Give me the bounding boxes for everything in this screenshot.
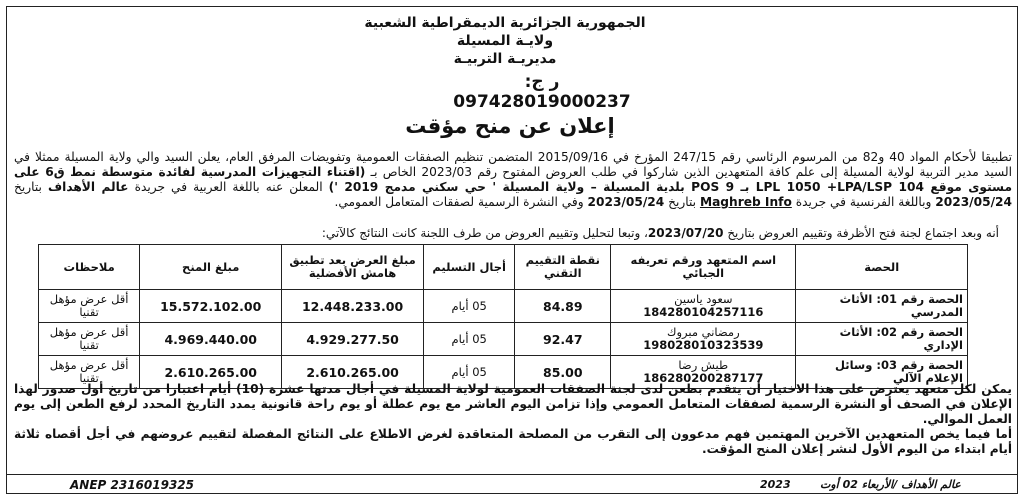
bidder-cell xyxy=(611,323,796,356)
delivery-cell: 05 أيام xyxy=(424,290,515,323)
reference-line xyxy=(434,72,650,112)
intro-text-3: بتاريخ xyxy=(14,180,42,194)
award-cell: 2.610.265.00 xyxy=(140,356,282,389)
results-table xyxy=(38,244,968,389)
issuer-header xyxy=(360,14,650,68)
lot-cell: الحصة رقم 01: الأثاث المدرسي xyxy=(796,290,968,323)
appeal-section xyxy=(14,382,1012,457)
header-delivery: أجال التسليم xyxy=(424,245,515,290)
bidder-name: رمضاني مبروك xyxy=(666,325,740,339)
award-cell: 4.969.440.00 xyxy=(140,323,282,356)
bidder-id: 184280104257116 xyxy=(643,305,764,319)
evaluation-text: أنه وبعد اجتماع لجنة فتح الأظرفة وتقييم العروض بتاريخ xyxy=(727,226,999,240)
lot-cell: الحصة رقم 02: الأثاث الإداري xyxy=(796,323,968,356)
evaluation-date: 2023/07/20 xyxy=(647,226,724,240)
intro-text-6: وفي النشرة الرسمية لصفقات المتعامل العمومي. xyxy=(334,195,584,209)
anep-code: ANEP 2316019325 xyxy=(70,478,194,492)
bottom-divider xyxy=(6,474,1018,475)
notice-title: إعلان عن منح مؤقت xyxy=(405,114,615,138)
publication-year: 2023 xyxy=(760,478,791,491)
offer-cell: 12.448.233.00 xyxy=(282,290,424,323)
notes-cell: أقل عرض مؤهل تقنيا xyxy=(39,290,140,323)
bidder-name: سعود ياسين xyxy=(674,292,733,306)
header-award: مبلغ المنح xyxy=(140,245,282,290)
offer-cell: 2.610.265.00 xyxy=(282,356,424,389)
evaluation-text-2: ، وتبعا لتحليل وتقييم العروض من طرف اللجنة كانت النتائج كالآتي: xyxy=(321,226,648,240)
lot-cell: الحصة رقم 03: وسائل الإعلام الآلي xyxy=(796,356,968,389)
header-bidder: اسم المتعهد ورقم تعريفه الجبائي xyxy=(611,245,796,290)
reference-number: 097428019000237 xyxy=(453,92,631,112)
notes-cell: أقل عرض مؤهل تقنيا xyxy=(39,356,140,389)
directorate-name: مديريـة التربيـة xyxy=(453,51,557,67)
bidder-name: طيش رضا xyxy=(678,358,729,372)
publication-date-fr: 2023/05/24 xyxy=(587,195,665,209)
header-lot: الحصة xyxy=(796,245,968,290)
offer-cell: 4.929.277.50 xyxy=(282,323,424,356)
evaluation-line xyxy=(14,226,999,240)
publication-line: عالم الأهداف /الأربعاء 02 أوت xyxy=(820,478,961,491)
appeal-paragraph: يمكن لكل متعهد يعترض على هذا الاختيار أن يتقدم بطعن لدى لجنة الصفقات العمومية لولاية المسيلة في أجال مدتها عشرة (10) أيام اعتبارا من تاريخ أول صدور لهذا الإعلان في الصحف أو النشرة الرسمية لصفقات المتعامل العمومي وإذا تزامن اليوم العاشر مع يوم عطلة أو يوم راحة قانونية يمدد التاريخ المحدد لرفع الطعن إلى يوم العمل الموالي. xyxy=(14,382,1012,426)
table-row xyxy=(39,323,968,356)
wilaya-name: ولايـة المسيلة xyxy=(456,33,554,49)
french-newspaper: Maghreb Info xyxy=(699,195,792,209)
bidder-id: 186280200287177 xyxy=(643,371,764,385)
republic-name: الجمهورية الجزائرية الديمقراطية الشعبية xyxy=(364,15,646,31)
delivery-cell: 05 أيام xyxy=(424,356,515,389)
score-cell: 85.00 xyxy=(515,356,611,389)
bidder-cell xyxy=(611,290,796,323)
score-cell: 92.47 xyxy=(515,323,611,356)
reference-label: ر ج: xyxy=(524,72,560,92)
intro-text-2: المعلن عنه باللغة العربية في جريدة xyxy=(134,180,323,194)
header-notes: ملاحظات xyxy=(39,245,140,290)
header-offer: مبلغ العرض بعد تطبيق هامش الأفضلية xyxy=(282,245,424,290)
consultation-paragraph: أما فيما يخص المتعهدين الآخرين المهتمين فهم مدعوون إلى التقرب من المصلحة المتعاقدة لغرض الاطلاع على النتائج المفصلة لتقييم عروضهم في أجل أقصاه ثلاثة أيام ابتداء من اليوم الأول لنشر إعلان المنح المؤقت. xyxy=(14,427,1012,456)
table-row xyxy=(39,290,968,323)
publication-date-ar: 2023/05/24 xyxy=(935,195,1012,209)
arabic-newspaper: عالم الأهداف xyxy=(47,180,129,194)
award-cell: 15.572.102.00 xyxy=(140,290,282,323)
intro-subject: (اقتناء التجهيزات المدرسية لفائدة متوسطة نمط ق6 على مستوى موقع LPL 1050 +LPA/LSP 104 بـ 9 POS بلدية المسيلة – ولاية المسيلة ' حي سكني مدمج 2019 ') xyxy=(14,165,1012,194)
intro-text: تطبيقا لأحكام المواد 40 و82 من المرسوم الرئاسي رقم 247/15 المؤرخ في 2015/09/16 المتضمن تنظيم الصفقات العمومية وتفويضات المرفق العام، يعلن السيد والي ولاية المسيلة ممثلا في السيد مدير التربية لولاية المسيلة إلى علم كافة المتعهدين الذين شاركوا في طلب العروض المفتوح رقم 2023/03 الخاص بـ xyxy=(14,150,1013,179)
notes-cell: أقل عرض مؤهل تقنيا xyxy=(39,323,140,356)
intro-text-4: وباللغة الفرنسية في جريدة xyxy=(795,195,932,209)
score-cell: 84.89 xyxy=(515,290,611,323)
intro-paragraph xyxy=(14,150,1012,210)
header-score: نقطة التقييم التقني xyxy=(515,245,611,290)
intro-text-5: بتاريخ xyxy=(668,195,697,209)
delivery-cell: 05 أيام xyxy=(424,323,515,356)
table-header-row xyxy=(39,245,968,290)
bidder-id: 198028010323539 xyxy=(643,338,764,352)
